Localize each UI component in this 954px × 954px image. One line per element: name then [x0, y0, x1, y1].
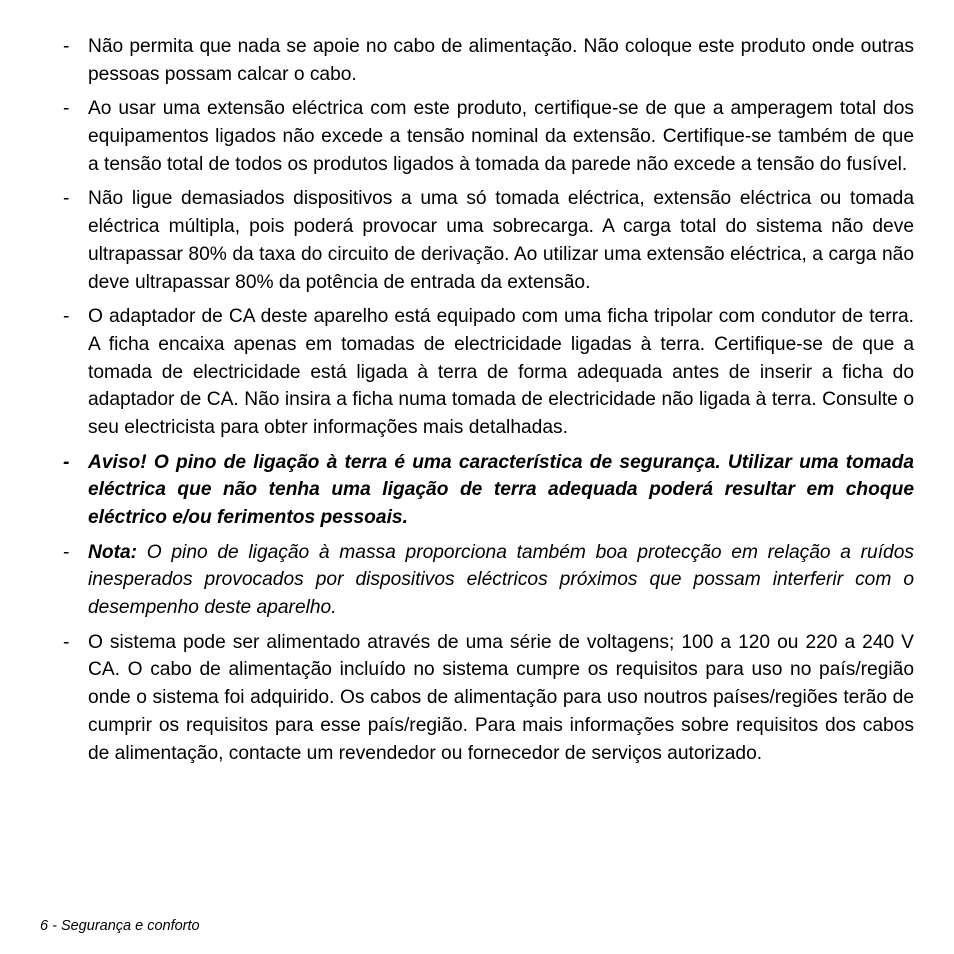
list-item — [62, 629, 914, 768]
note-item — [62, 539, 914, 622]
bullet-dash: - — [63, 451, 70, 473]
list-item — [62, 33, 914, 89]
item-text: O adaptador de CA deste aparelho está equipado com uma ficha tripolar com condutor de terra. A ficha encaixa apenas em tomadas de electricidade ligadas à terra. Certifique-se de que a tomada de electricidade está ligada à terra de forma adequada antes de inserir a ficha do adaptador de CA. Não insira a ficha numa tomada de electricidade não ligada à terra. Consulte o seu electricista para obter informações mais detalhadas. — [88, 305, 914, 439]
bullet-dash: - — [63, 305, 70, 327]
warning-item — [62, 449, 914, 532]
item-text: Não ligue demasiados dispositivos a uma só tomada eléctrica, extensão eléctrica ou tomada eléctrica múltipla, pois poderá provocar uma sobrecarga. A carga total do sistema não deve ultrapassar 80% da taxa do circuito de derivação. Ao utilizar uma extensão eléctrica, a carga não deve ultrapassar 80% da potência de entrada da extensão. — [88, 188, 914, 293]
item-text: O sistema pode ser alimentado através de uma série de voltagens; 100 a 120 ou 220 a 240 V CA. O cabo de alimentação incluído no sistema cumpre os requisitos para uso no país/região onde o sistema foi adquirido. Os cabos de alimentação para uso noutros países/regiões terão de cumprir os requisitos para esse país/região. Para mais informações sobre requisitos dos cabos de alimentação, contacte um revendedor ou fornecedor de serviços autorizado. — [88, 631, 914, 764]
bullet-dash: - — [63, 541, 70, 563]
item-text: Não permita que nada se apoie no cabo de alimentação. Não coloque este produto onde outras pessoas possam calcar o cabo. — [88, 36, 914, 85]
bullet-dash: - — [63, 98, 70, 120]
list-item — [62, 95, 914, 178]
bullet-dash: - — [63, 631, 70, 653]
safety-instructions-list — [62, 33, 914, 767]
item-text: Ao usar uma extensão eléctrica com este produto, certifique-se de que a amperagem total dos equipamentos ligados não excede a tensão nominal da extensão. Certifique-se também de que a tensão total de todos os produtos ligados à tomada da parede não excede a tensão do fusível. — [88, 98, 914, 175]
page-footer: 6 - Segurança e conforto — [40, 918, 200, 934]
note-label: Nota: — [88, 541, 138, 563]
warning-text: Aviso! O pino de ligação à terra é uma característica de segurança. Utilizar uma tomada eléctrica que não tenha uma ligação de terra adequada poderá resultar em choque eléctrico e/ou ferimentos pessoais. — [88, 451, 914, 529]
list-item — [62, 303, 914, 442]
bullet-dash: - — [63, 36, 70, 57]
note-text: O pino de ligação à massa proporciona também boa protecção em relação a ruídos inesperados provocados por dispositivos eléctricos próximos que possam interferir com o desempenho deste aparelho. — [88, 541, 914, 619]
bullet-dash: - — [63, 188, 70, 210]
list-item — [62, 185, 914, 296]
